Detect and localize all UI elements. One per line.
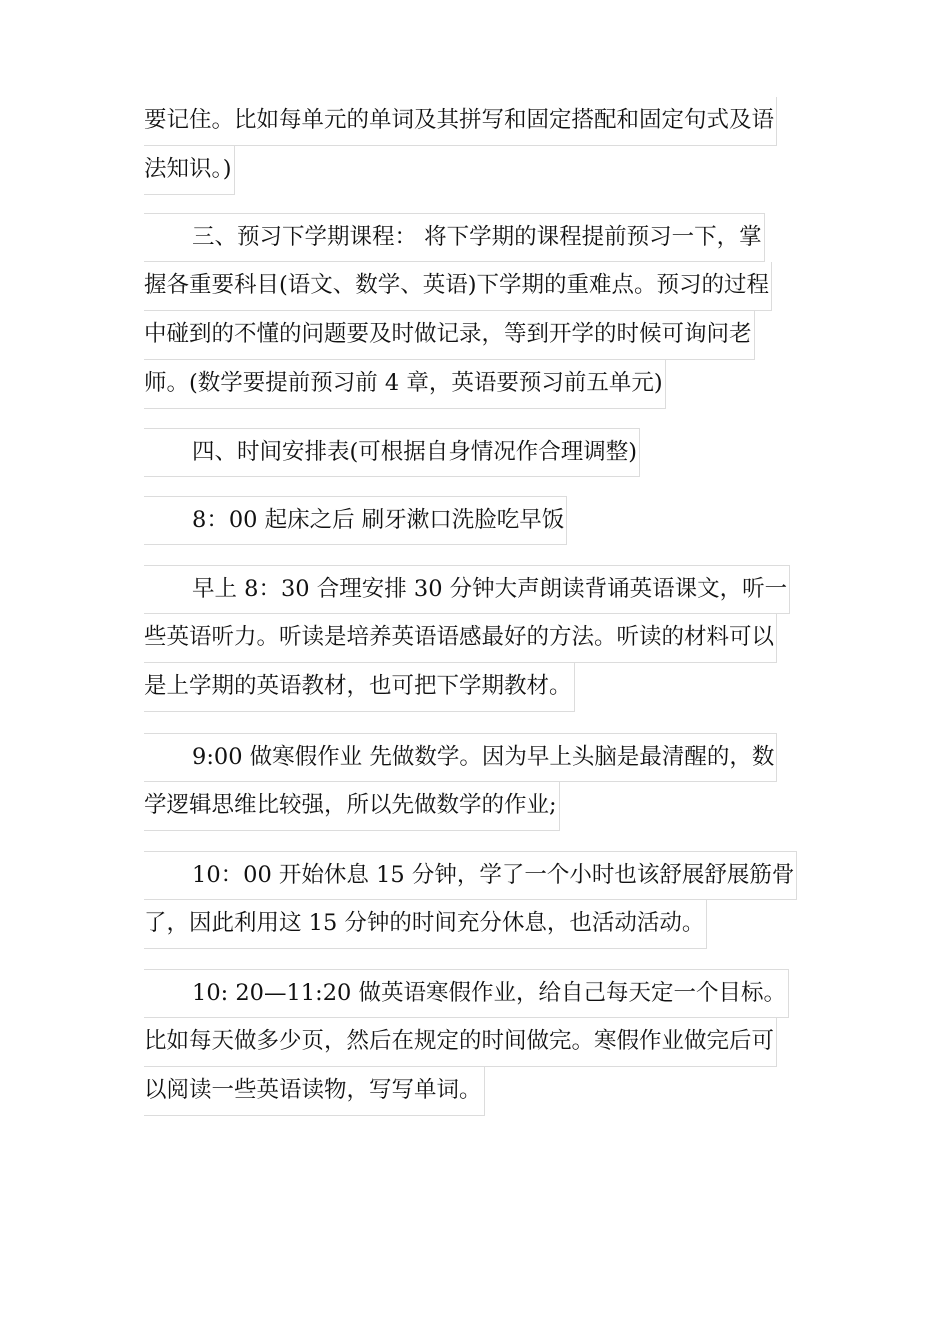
text-line: 10: 20—11:20 做英语寒假作业，给自己每天定一个目标。 [144, 969, 789, 1018]
text-line: 8：00 起床之后 刷牙漱口洗脸吃早饭 [144, 496, 567, 545]
text-line: 早上 8：30 合理安排 30 分钟大声朗读背诵英语课文，听一 [144, 565, 790, 614]
text-line: 9:00 做寒假作业 先做数学。因为早上头脑是最清醒的，数 [144, 733, 777, 782]
text-line: 是上学期的英语教材，也可把下学期教材。 [144, 663, 790, 712]
paragraph-schedule-1020 [144, 969, 789, 1116]
text-line: 以阅读一些英语读物，写写单词。 [144, 1067, 789, 1116]
text-line: 师。(数学要提前预习前 4 章，英语要预习前五单元) [144, 360, 772, 409]
text-line: 三、预习下学期课程： 将下学期的课程提前预习一下，掌 [144, 213, 772, 262]
paragraph-preview-next-semester [144, 213, 772, 409]
text-line: 法知识。) [144, 146, 777, 195]
text-line: 要记住。比如每单元的单词及其拼写和固定搭配和固定句式及语 [144, 97, 777, 146]
text-line: 了，因此利用这 15 分钟的时间充分休息，也活动活动。 [144, 900, 797, 949]
text-line: 学逻辑思维比较强，所以先做数学的作业; [144, 782, 777, 831]
paragraph-schedule-1000 [144, 851, 797, 949]
text-line: 比如每天做多少页，然后在规定的时间做完。寒假作业做完后可 [144, 1018, 789, 1067]
paragraph-grammar-note [144, 97, 777, 195]
paragraph-schedule-0800 [144, 496, 567, 545]
paragraph-schedule-0900 [144, 733, 777, 831]
text-line: 四、时间安排表(可根据自身情况作合理调整) [144, 428, 640, 477]
text-line: 些英语听力。听读是培养英语语感最好的方法。听读的材料可以 [144, 614, 790, 663]
paragraph-schedule-0830 [144, 565, 790, 712]
text-line: 握各重要科目(语文、数学、英语)下学期的重难点。预习的过程 [144, 262, 772, 311]
text-line: 10：00 开始休息 15 分钟，学了一个小时也该舒展舒展筋骨 [144, 851, 797, 900]
text-line: 中碰到的不懂的问题要及时做记录，等到开学的时候可询问老 [144, 311, 772, 360]
paragraph-schedule-heading [144, 428, 640, 477]
